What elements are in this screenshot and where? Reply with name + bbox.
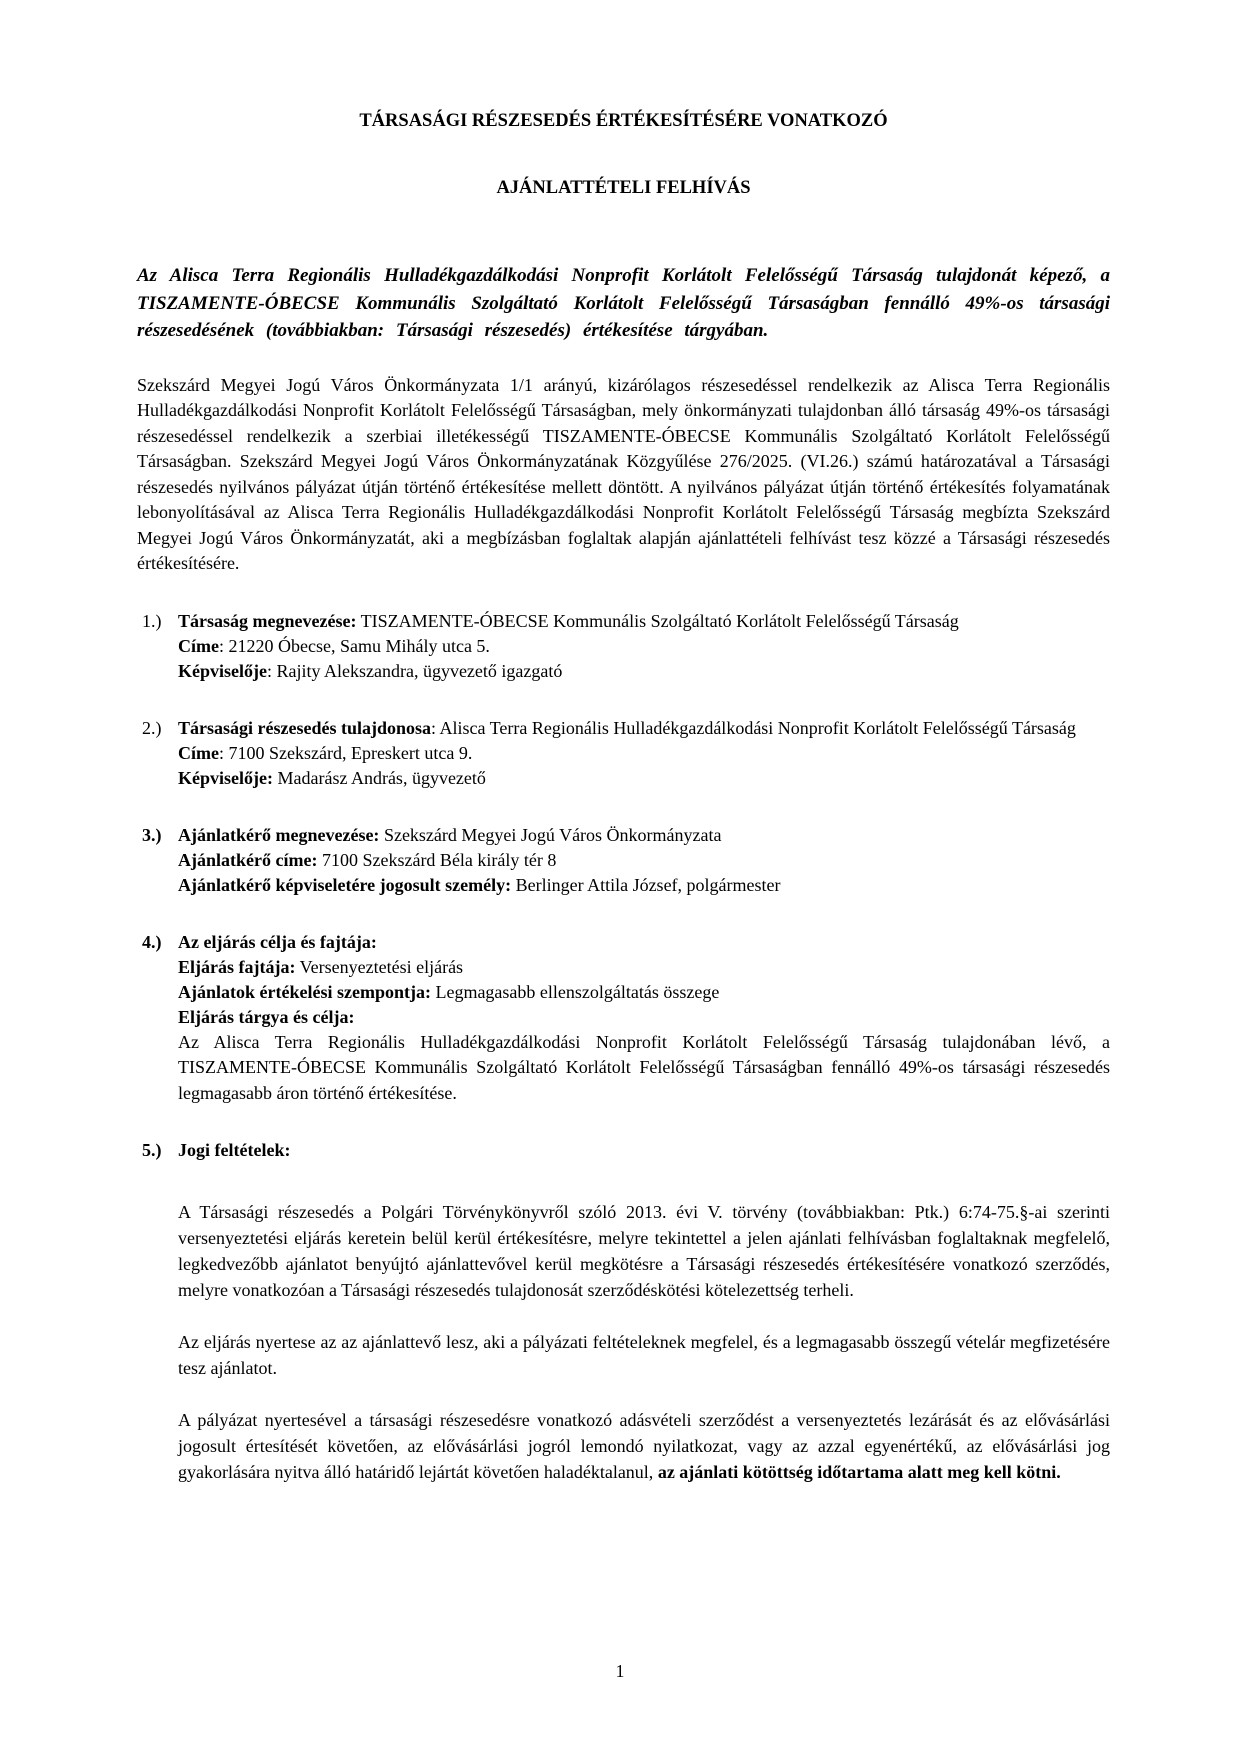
contracting-authority-address-label: Ajánlatkérő címe: — [178, 849, 318, 870]
company-name-line — [178, 609, 1110, 634]
list-item-3-body — [178, 823, 1110, 898]
list-item-2 — [137, 716, 1110, 791]
procedure-purpose-heading: Az eljárás célja és fajtája: — [178, 931, 377, 952]
legal-conditions-paragraph-3-regular: A pályázat nyertesével a társasági részesedésre vonatkozó adásvételi szerződést a versenyeztetés lezárását és az elővásárlási jogosult értesítését követően, az elővásárlási jogról lemondó nyilatkozat, vagy az azzal egyenértékű, az elővásárlási jog gyakorlására nyitva álló határidő lejártát követően haladéktalanul, — [178, 1410, 1110, 1482]
legal-conditions-heading: Jogi feltételek: — [178, 1140, 291, 1160]
company-address-value: : 21220 Óbecse, Samu Mihály utca 5. — [218, 635, 490, 656]
list-item-5 — [137, 1138, 1110, 1163]
company-address-label: Címe — [178, 635, 219, 656]
contracting-authority-representative-label: Ajánlatkérő képviseletére jogosult személy: — [178, 874, 512, 895]
owner-name-line — [178, 716, 1110, 741]
contracting-authority-address-line — [178, 848, 1110, 873]
legal-conditions-paragraph-3-bold: az ajánlati kötöttség időtartama alatt meg kell kötni. — [657, 1462, 1061, 1482]
legal-conditions-paragraph-1: A Társasági részesedés a Polgári Törvénykönyvről szóló 2013. évi V. törvény (továbbiakban: Ptk.) 6:74-75.§-ai szerinti versenyeztetési eljárás keretein belül kerül értékesítésre, melyre tekintettel a jelen ajánlati felhívásban foglaltaknak megfelelő, legkedvezőbb ajánlatot benyújtó ajánlattevővel kerül megkötésre a Társasági részesedés értékesítésére vonatkozó szerződés, melyre vonatkozóan a Társasági részesedés tulajdonosát szerződéskötési kötelezettség terheli. — [178, 1202, 1110, 1300]
list-item-3-number: 3.) — [142, 824, 162, 845]
evaluation-criterion-line — [178, 980, 1110, 1005]
owner-representative-line — [178, 766, 1110, 791]
procedure-type-line — [178, 955, 1110, 980]
list-item-4-number: 4.) — [142, 931, 162, 952]
owner-address-label: Címe — [178, 742, 219, 763]
contracting-authority-name-label: Ajánlatkérő megnevezése: — [178, 824, 380, 845]
lead-paragraph: Az Alisca Terra Regionális Hulladékgazdálkodási Nonprofit Korlátolt Felelősségű Társaság tulajdonát képező, a TISZAMENTE-ÓBECSE Kommunális Szolgáltató Korlátolt Felelősségű Társaságban fennálló 49%-os társasági részesedésének (továbbiakban: Társasági részesedés) értékesítése tárgyában. — [137, 265, 1110, 341]
owner-representative-value: Madarász András, ügyvezető — [272, 767, 486, 788]
company-representative-label: Képviselője — [178, 660, 267, 681]
contracting-authority-representative-line — [178, 873, 1110, 898]
company-name-value: TISZAMENTE-ÓBECSE Kommunális Szolgáltató Korlátolt Felelősségű Társaság — [356, 610, 959, 631]
document-title-line1: TÁRSASÁGI RÉSZESEDÉS ÉRTÉKESÍTÉSÉRE VONATKOZÓ — [359, 111, 888, 131]
procedure-type-value: Versenyeztetési eljárás — [295, 956, 464, 977]
procedure-subject-paragraph: Az Alisca Terra Regionális Hulladékgazdálkodási Nonprofit Korlátolt Felelősségű Társaság tulajdonában lévő, a TISZAMENTE-ÓBECSE Kommunális Szolgáltató Korlátolt Felelősségű Társaságban fennálló 49%-os társasági részesedés legmagasabb áron történő értékesítése. — [178, 1031, 1110, 1103]
legal-conditions-paragraph-3 — [178, 1407, 1110, 1485]
page-number: 1 — [615, 1661, 625, 1681]
company-representative-line — [178, 659, 1110, 684]
company-name-label: Társaság megnevezése: — [178, 610, 357, 631]
list-item-3 — [137, 823, 1110, 898]
owner-representative-label: Képviselője: — [178, 767, 273, 788]
owner-address-value: : 7100 Szekszárd, Epreskert utca 9. — [218, 742, 473, 763]
list-item-1 — [137, 609, 1110, 684]
procedure-type-label: Eljárás fajtája: — [178, 956, 296, 977]
list-item-2-number: 2.) — [142, 717, 162, 738]
evaluation-criterion-value: Legmagasabb ellenszolgáltatás összege — [430, 981, 720, 1002]
contracting-authority-representative-value: Berlinger Attila József, polgármester — [511, 874, 781, 895]
procedure-subject-heading: Eljárás tárgya és célja: — [178, 1006, 355, 1027]
list-item-1-number: 1.) — [142, 610, 162, 631]
list-item-5-number: 5.) — [142, 1140, 162, 1160]
legal-conditions-paragraph-2: Az eljárás nyertese az az ajánlattevő lesz, aki a pályázati feltételeknek megfelel, és a legmagasabb összegű vételár megfizetésére tesz ajánlatot. — [178, 1332, 1110, 1378]
company-representative-value: : Rajity Alekszandra, ügyvezető igazgató — [266, 660, 563, 681]
contracting-authority-name-value: Szekszárd Megyei Jogú Város Önkormányzata — [379, 824, 722, 845]
owner-name-value: : Alisca Terra Regionális Hulladékgazdálkodási Nonprofit Korlátolt Felelősségű Társaság — [431, 717, 1076, 738]
owner-address-line — [178, 741, 1110, 766]
list-item-5-body — [178, 1138, 1110, 1163]
company-address-line — [178, 634, 1110, 659]
list-item-1-body — [178, 609, 1110, 684]
contracting-authority-address-value: 7100 Szekszárd Béla király tér 8 — [317, 849, 557, 870]
document-title-line2: AJÁNLATTÉTELI FELHÍVÁS — [496, 178, 751, 198]
evaluation-criterion-label: Ajánlatok értékelési szempontja: — [178, 981, 431, 1002]
contracting-authority-name-line — [178, 823, 1110, 848]
list-item-4 — [137, 930, 1110, 1107]
list-item-2-body — [178, 716, 1110, 791]
intro-paragraph: Szekszárd Megyei Jogú Város Önkormányzata 1/1 arányú, kizárólagos részesedéssel rendelkezik az Alisca Terra Regionális Hulladékgazdálkodási Nonprofit Korlátolt Felelősségű Társaságban, mely önkormányzati tulajdonban álló társaság 49%-os társasági részesedéssel rendelkezik a szerbiai illetékességű TISZAMENTE-ÓBECSE Kommunális Szolgáltató Korlátolt Felelősségű Társaságban. Szekszárd Megyei Jogú Város Önkormányzatának Közgyűlése 276/2025. (VI.26.) számú határozatával a Társasági részesedés nyilvános pályázat útján történő értékesítése mellett döntött. A nyilvános pályázat útján történő értékesítés folyamatának lebonyolításával az Alisca Terra Regionális Hulladékgazdálkodási Nonprofit Korlátolt Felelősségű Társaság megbízta Szekszárd Megyei Jogú Város Önkormányzatát, aki a megbízásban foglaltak alapján ajánlattételi felhívást tesz közzé a Társasági részesedés értékesítésére. — [137, 374, 1110, 573]
list-item-4-body — [178, 930, 1110, 1107]
owner-name-label: Társasági részesedés tulajdonosa — [178, 717, 431, 738]
